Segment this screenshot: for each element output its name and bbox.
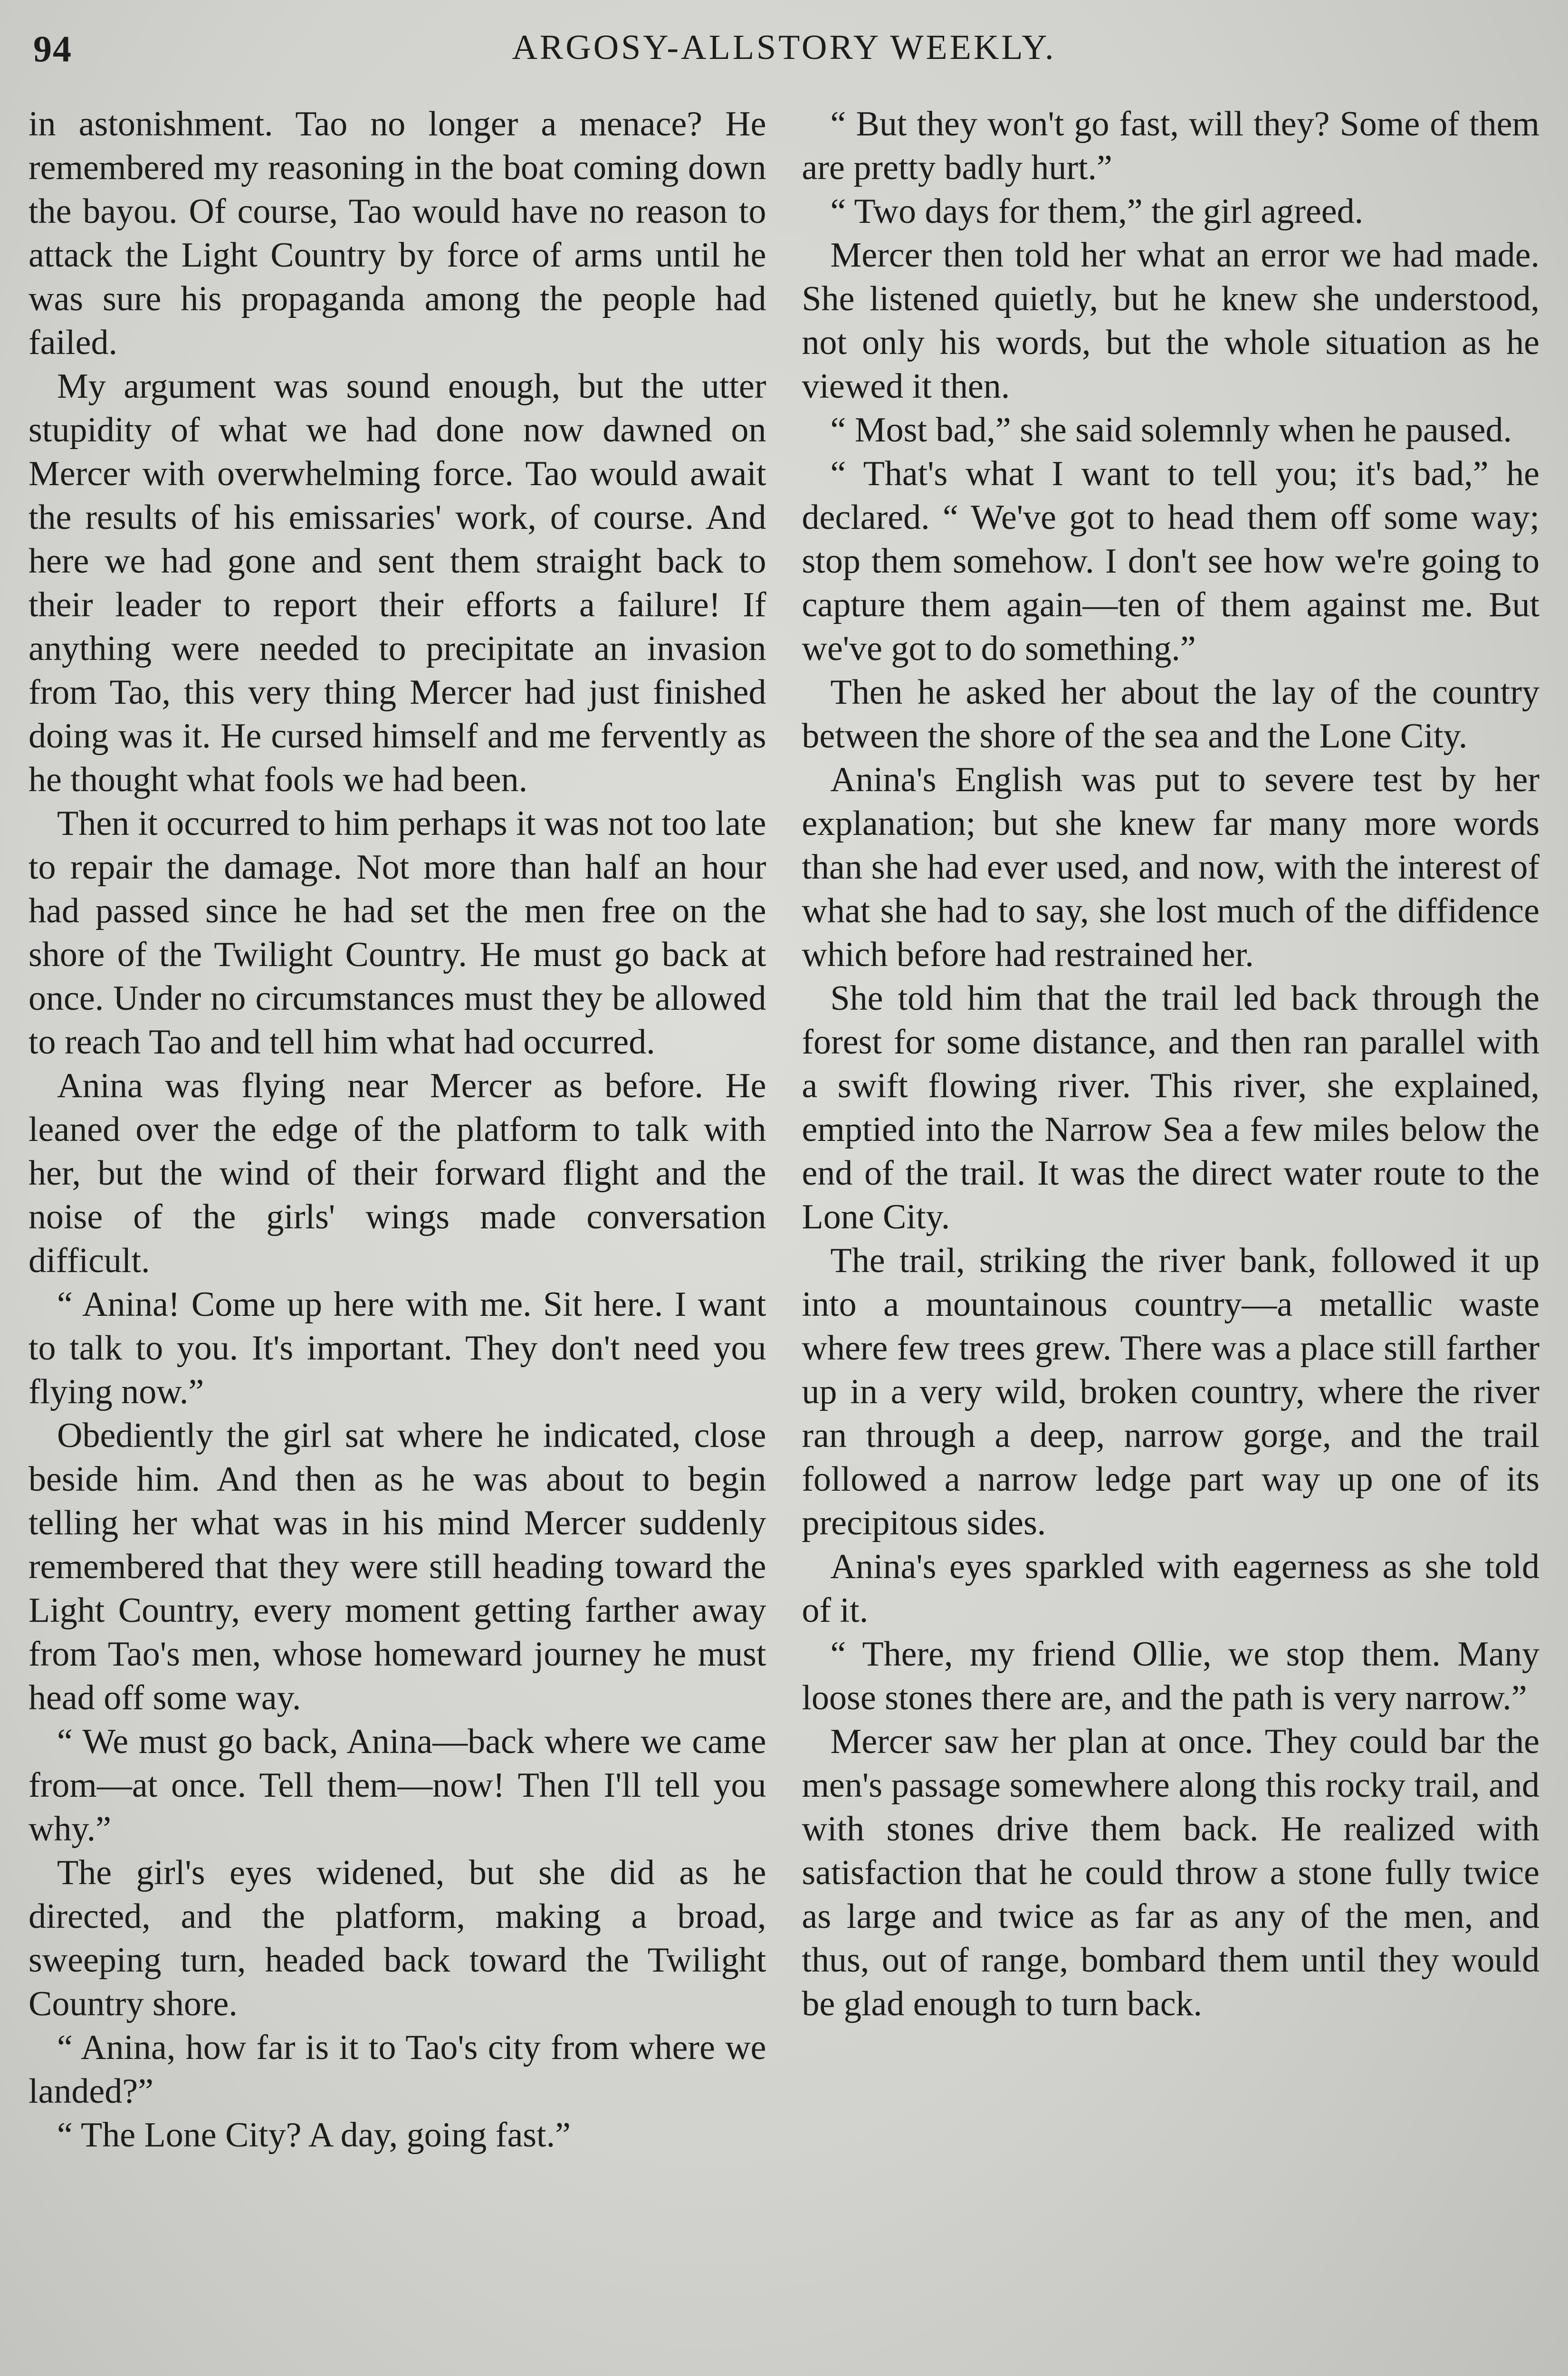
running-title: ARGOSY-ALLSTORY WEEKLY. xyxy=(512,28,1056,67)
paragraph: The girl's eyes widened, but she did as he directed, and the platform, making a broad, sweeping turn, headed back toward the Twilight Country shore. xyxy=(29,1853,766,2023)
paragraph: “ The Lone City? A day, going fast.” xyxy=(57,2116,571,2155)
paragraph: in astonishment. Tao no longer a menace? He remembered my reasoning in the boat coming down the bayou. Of course, Tao would have no reason to attack the Light Country by force of arms until he was sure his propaganda among the people had failed. xyxy=(29,105,766,362)
paragraph: Obediently the girl sat where he indicated, close beside him. And then as he was about to begin telling her what was in his mind Mercer suddenly remembered that they were still heading toward the Light Country, every moment getting farther away from Tao's men, whose homeward journey he must head off some way. xyxy=(29,1416,766,1717)
paragraph: Then it occurred to him perhaps it was not too late to repair the damage. Not more than half an hour had passed since he had set the men free on the shore of the Twilight Country. He must go back at once. Under no circumstances must they be allowed to reach Tao and tell him what had occurred. xyxy=(29,804,766,1062)
left-column xyxy=(29,102,766,2376)
paragraph: Anina was flying near Mercer as before. He leaned over the edge of the platform to talk with her, but the wind of their forward flight and the noise of the girls' wings made conversation difficult. xyxy=(29,1066,766,1280)
paragraph: My argument was sound enough, but the utter stupidity of what we had done now dawned on Mercer with overwhelming force. Tao would await the results of his emissaries' work, of course. And here we had gone and sent them straight back to their leader to report their efforts a failure! If anything were needed to precipitate an invasion from Tao, this very thing Mercer had just finished doing was it. He cursed himself and me fervently as he thought what fools we had been. xyxy=(29,367,766,799)
paragraph: The trail, striking the river bank, followed it up into a mountainous country—a metallic waste where few trees grew. There was a place still farther up in a very wild, broken country, where the river ran through a deep, narrow gorge, and the trail followed a narrow ledge part way up one of its precipitous sides. xyxy=(802,1241,1539,1542)
paragraph: “ That's what I want to tell you; it's bad,” he declared. “ We've got to head them off some way; stop them somehow. I don't see how we're going to capture them again—ten of them against me. But we've got to do something.” xyxy=(802,454,1539,668)
paragraph: Then he asked her about the lay of the country between the shore of the sea and the Lone City. xyxy=(802,673,1539,756)
paragraph: She told him that the trail led back through the forest for some distance, and then ran parallel with a swift flowing river. This river, she explained, emptied into the Narrow Sea a few miles below the end of the trail. It was the direct water route to the Lone City. xyxy=(802,979,1539,1236)
right-column xyxy=(802,102,1540,2376)
paragraph: “ We must go back, Anina—back where we came from—at once. Tell them—now! Then I'll tell you why.” xyxy=(29,1722,766,1849)
paragraph: “ Two days for them,” the girl agreed. xyxy=(830,192,1364,231)
page-number: 94 xyxy=(33,28,72,69)
paragraph: “ Anina, how far is it to Tao's city from where we landed?” xyxy=(29,2028,766,2111)
text-columns xyxy=(29,102,1539,2376)
paragraph: Anina's English was put to severe test by her explanation; but she knew far many more words than she had ever used, and now, with the interest of what she had to say, she lost much of the diffidence which before had restrained her. xyxy=(802,760,1539,974)
paragraph: “ But they won't go fast, will they? Some of them are pretty badly hurt.” xyxy=(802,105,1539,187)
paragraph: “ Anina! Come up here with me. Sit here. I want to talk to you. It's important. They don't need you flying now.” xyxy=(29,1285,766,1411)
paragraph: “ Most bad,” she said solemnly when he paused. xyxy=(830,411,1512,450)
paragraph: Mercer saw her plan at once. They could bar the men's passage somewhere along this rocky trail, and with stones drive them back. He realized with satisfaction that he could throw a stone fully twice as large and twice as far as any of the men, and thus, out of range, bombard them until they would be glad enough to turn back. xyxy=(802,1722,1539,2023)
paragraph: Mercer then told her what an error we had made. She listened quietly, but he knew she understood, not only his words, but the whole situation as he viewed it then. xyxy=(802,236,1539,406)
paragraph: “ There, my friend Ollie, we stop them. Many loose stones there are, and the path is very narrow.” xyxy=(802,1635,1539,1717)
page-header xyxy=(29,19,1539,86)
paragraph: Anina's eyes sparkled with eagerness as she told of it. xyxy=(802,1547,1539,1630)
